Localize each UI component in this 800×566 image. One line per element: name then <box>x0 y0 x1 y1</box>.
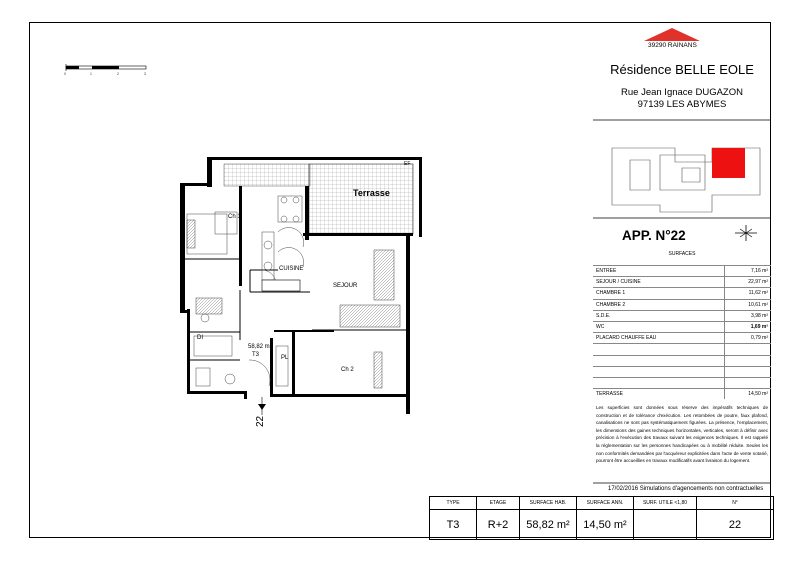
surface-row <box>593 389 771 400</box>
surface-value <box>725 344 772 355</box>
scale-tick-1: 1 <box>90 72 92 76</box>
room-label-di: DI <box>197 335 203 341</box>
room-label-cuisine: CUISINE <box>279 266 304 272</box>
surface-label <box>593 366 725 377</box>
surface-row <box>593 310 771 321</box>
summary-header: SURF. UTILE <1,80 <box>634 497 697 510</box>
surface-row <box>593 377 771 388</box>
surface-row <box>593 355 771 366</box>
disclaimer-text: Les superficies sont données sous réserve des impératifs techniques de construction et de tolérance d'exécution. Les retombées de poutre, faux plafond, canalisations ne sont pas systématiquement figurées. La présence, l'emplacement, les dimensions des gaines techniques horizontales, verticales, seront à définir avec précision à l'exécution des travaux suivant les exigences techniques. Il est rappelé la réglementation sur les personnes handicapées ou à mobilité réduite. Seules les non conformités demandées par l'acquéreur explicitées dans l'acte de vente notarié, pourront être accueillies en travaux modificatifs avant livraison du logement. <box>596 405 768 464</box>
surface-row <box>593 333 771 344</box>
apartment-title: APP. N°22 <box>622 228 686 243</box>
minimap-highlight <box>712 148 745 178</box>
summary-header: ETAGE <box>477 497 520 510</box>
surfaces-header: SURFACES <box>668 251 696 257</box>
room-label-sejour: SEJOUR <box>333 283 358 289</box>
address-line2: 97139 LES ABYMES <box>637 99 727 110</box>
plan-ef-label: EF <box>404 161 411 167</box>
summary-value: 22 <box>697 510 774 540</box>
kitchen-counter <box>262 280 300 291</box>
summary-header: N° <box>697 497 774 510</box>
surface-row <box>593 266 771 277</box>
surface-value: 3,98 m² <box>725 310 772 321</box>
surface-label: CHAMBRE 2 <box>593 299 725 310</box>
surface-value: 7,16 m² <box>725 266 772 277</box>
surface-label: S.D.E. <box>593 310 725 321</box>
summary-value: 14,50 m² <box>577 510 634 540</box>
surface-value <box>725 366 772 377</box>
surface-value: 22,97 m² <box>725 277 772 288</box>
room-label-terrasse: Terrasse <box>353 188 390 198</box>
plan-type-label: T3 <box>252 352 260 358</box>
summary-header: SURFACE HAB. <box>520 497 577 510</box>
surface-label <box>593 344 725 355</box>
surface-label: SEJOUR / CUISINE <box>593 277 725 288</box>
summary-header: SURFACE ANN. <box>577 497 634 510</box>
surface-row <box>593 277 771 288</box>
surface-value: 11,62 m² <box>725 288 772 299</box>
surface-row <box>593 288 771 299</box>
scale-tick-2: 2 <box>117 72 119 76</box>
access-number: 22 <box>255 415 266 427</box>
surface-label: TERRASSE <box>593 389 725 400</box>
surface-value <box>725 355 772 366</box>
entrance-marker <box>258 397 266 415</box>
roof-icon <box>644 28 700 41</box>
surface-label: PLACARD CHAUFFE EAU <box>593 333 725 344</box>
plan-surface-label: 58,82 m2 <box>248 344 274 350</box>
residence-name: Résidence BELLE EOLE <box>610 62 754 77</box>
compass-icon <box>735 225 757 241</box>
balcony-tiles <box>224 164 310 186</box>
scale-bar <box>66 64 146 71</box>
surface-label: ENTREE <box>593 266 725 277</box>
surface-value: 1,69 m² <box>725 321 772 332</box>
surface-row <box>593 321 771 332</box>
scale-tick-3: 3 <box>144 72 146 76</box>
room-label-ch1: Ch 1 <box>228 214 241 220</box>
scale-tick-0: 0 <box>64 72 66 76</box>
surface-value: 10,61 m² <box>725 299 772 310</box>
surface-value: 0,79 m² <box>725 333 772 344</box>
address-line1: Rue Jean Ignace DUGAZON <box>621 87 743 98</box>
surface-label <box>593 355 725 366</box>
room-label-pl: PL <box>281 355 289 361</box>
summary-value: R+2 <box>477 510 520 540</box>
summary-value <box>634 510 697 540</box>
summary-table <box>429 496 774 540</box>
surface-label: WC <box>593 321 725 332</box>
surface-value <box>725 377 772 388</box>
surfaces-table <box>593 265 771 399</box>
surface-value: 14,50 m² <box>725 389 772 400</box>
surface-row <box>593 299 771 310</box>
room-label-ch2: Ch 2 <box>341 367 354 373</box>
summary-value: T3 <box>430 510 477 540</box>
summary-header: TYPE <box>430 497 477 510</box>
terrace-tiles <box>309 164 413 234</box>
surface-label <box>593 377 725 388</box>
summary-value: 58,82 m² <box>520 510 577 540</box>
date-note: 17/02/2016 Simulations d'agencements non contractuelles <box>608 486 764 492</box>
surface-label: CHAMBRE 1 <box>593 288 725 299</box>
logo-text: 39290 RAINANS <box>648 42 697 49</box>
surface-row <box>593 366 771 377</box>
surface-row <box>593 344 771 355</box>
